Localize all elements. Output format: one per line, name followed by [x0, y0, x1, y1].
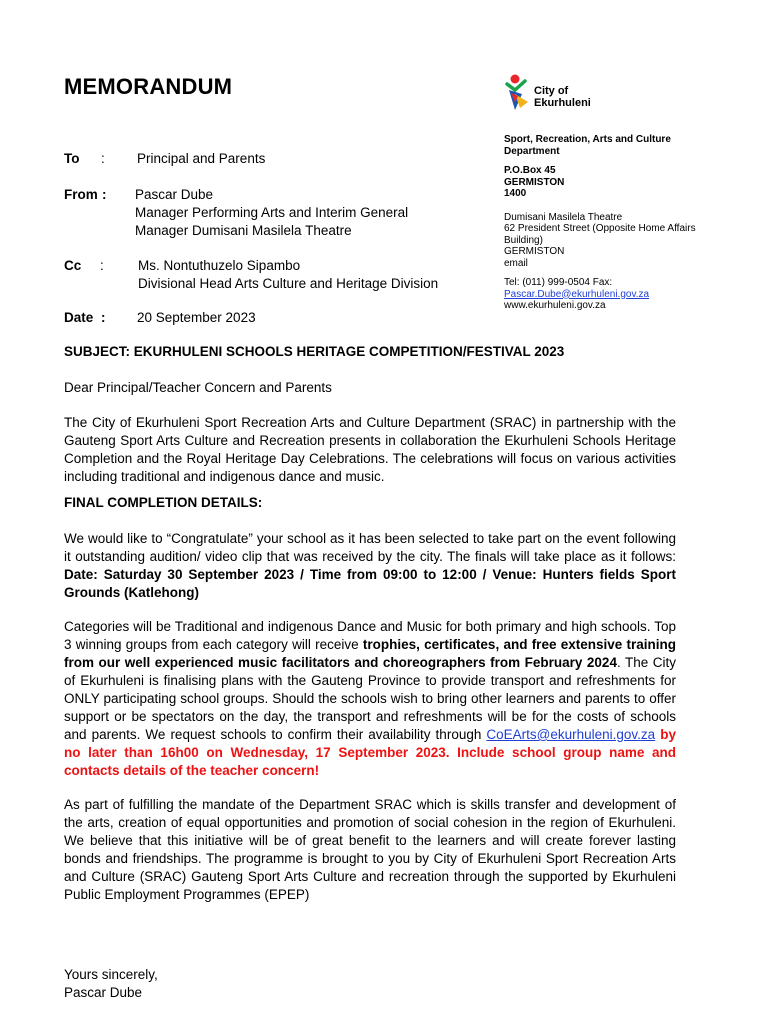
website: www.ekurhuleni.gov.za	[504, 300, 606, 311]
signature-name: Pascar Dube	[64, 985, 143, 1000]
from-label: From	[64, 187, 98, 202]
po-code: 1400	[504, 188, 527, 199]
date-value: 20 September 2023	[137, 310, 256, 325]
mandate-paragraph: As part of fulfilling the mandate of the Department SRAC which is skills transfer and development of the arts, creation of equal opportunities and promotion of social cohesion in the region of Ekurhuleni. We believe that this initiative will be of great benefit to the learners and will create forever lasting bonds and friendships. The programme is brought to you by City of Ekurhuleni Sport Recreation Arts and Culture (SRAC) Gauteng Sport Arts Culture and recreation through the supported by Ekurhuleni Public Employment Programmes (EPEP)	[64, 797, 676, 902]
from-name: Pascar Dube	[135, 187, 214, 202]
from-title-1: Manager Performing Arts and Interim General	[135, 205, 409, 220]
from-colon: :	[102, 187, 107, 202]
venue-address: 62 President Street (Opposite Home Affairs Building)	[504, 223, 696, 246]
details-paragraph	[64, 530, 676, 602]
po-city: GERMISTON	[504, 176, 565, 188]
categories-text-a: Categories will be Traditional and indigenous Dance and Music for both primary and high schools. Top 3 winning groups from each category will receive	[64, 619, 676, 652]
categories-paragraph	[64, 618, 676, 780]
cc-name: Ms. Nontuthuzelo Sipambo	[138, 258, 301, 273]
closing-block	[64, 966, 158, 1002]
department-name: Sport, Recreation, Arts and Culture Department	[504, 134, 671, 157]
cc-label: Cc	[64, 258, 82, 273]
prizes-text: trophies, certificates, and free extensive training from our well experienced music facilitators and choreographers from February 2024	[64, 637, 676, 670]
from-title-2: Manager Dumisani Masilela Theatre	[135, 223, 352, 238]
contact-email-link[interactable]: CoEArts@ekurhuleni.gov.za	[486, 727, 656, 742]
cc-colon: :	[100, 258, 104, 273]
to-label: To	[64, 151, 80, 166]
tel-fax: Tel: (011) 999-0504 Fax:	[504, 277, 613, 288]
to-value: Principal and Parents	[137, 151, 266, 166]
section-title: FINAL COMPLETION DETAILS:	[64, 495, 263, 510]
sender-email-link[interactable]: Pascar.Dube@ekurhuleni.gov.za	[504, 288, 650, 300]
event-details: Date: Saturday 30 September 2023 / Time from 09:00 to 12:00 / Venue: Hunters fields Sport Grounds (Katlehong)	[64, 567, 676, 600]
venue-city: GERMISTON	[504, 246, 565, 257]
subject-line: SUBJECT: EKURHULENI SCHOOLS HERITAGE COMPETITION/FESTIVAL 2023	[64, 344, 565, 359]
salutation: Dear Principal/Teacher Concern and Parents	[64, 380, 332, 395]
details-text: We would like to “Congratulate” your school as it has been selected to take part on the event following it outstanding audition/ video clip that was received by the city. The finals will take place as it follows:	[64, 531, 676, 564]
intro-paragraph: The City of Ekurhuleni Sport Recreation Arts and Culture Department (SRAC) in partnership with the Gauteng Sport Arts Culture and Recreation presents in collaboration the Ekurhuleni Schools Heritage Completion and the Royal Heritage Day Celebrations. The celebrations will focus on various activities including traditional and indigenous dance and music.	[64, 415, 676, 484]
logo-text: City of Ekurhuleni	[534, 85, 591, 109]
date-colon: :	[101, 310, 106, 325]
categories-text-b: . The City of Ekurhuleni is finalising plans with the Gauteng Province to provide transport and refreshments for ONLY participating school groups. Should the schools wish to bring other learners and parents to offer support or be spectators on the day, the transport and refreshments will be for the costs of schools and parents. We request schools to confirm their availability through	[64, 655, 676, 742]
city-logo	[502, 72, 592, 116]
department-contact-block	[504, 134, 704, 312]
email-label: email	[504, 257, 528, 269]
closing-text: Yours sincerely,	[64, 967, 158, 982]
memo-title: MEMORANDUM	[64, 74, 233, 99]
po-box: P.O.Box 45	[504, 165, 556, 176]
date-label: Date	[64, 310, 94, 325]
city-emblem-icon	[502, 72, 534, 112]
cc-title: Divisional Head Arts Culture and Heritage Division	[138, 276, 439, 291]
venue-name: Dumisani Masilela Theatre	[504, 211, 623, 223]
deadline-notice: by no later than 16h00 on Wednesday, 17 September 2023. Include school group name and contacts details of the teacher concern!	[64, 727, 676, 778]
to-colon: :	[101, 151, 105, 166]
